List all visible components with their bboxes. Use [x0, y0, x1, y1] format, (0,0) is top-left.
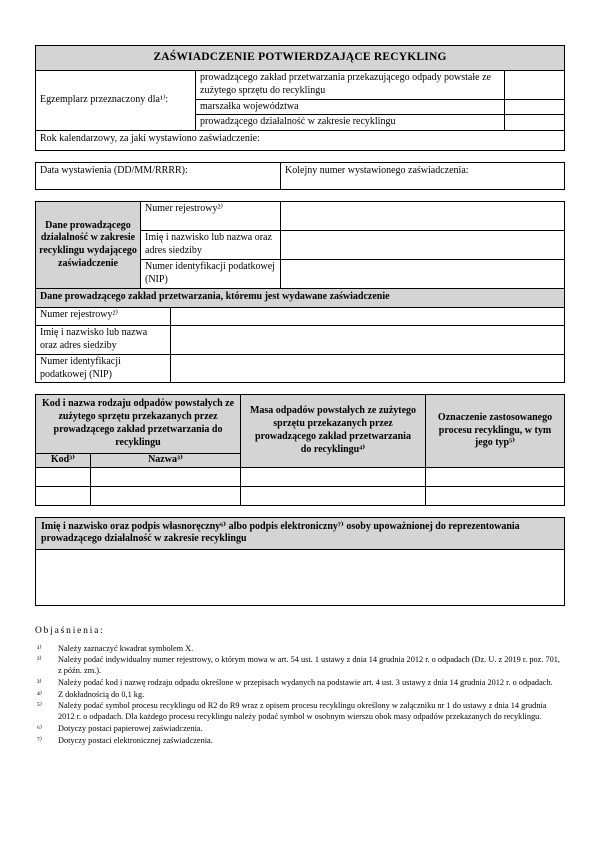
- certificate-header-block: [35, 45, 565, 151]
- footnote-text: Należy podać symbol procesu recyklingu od R2 do R9 wraz z opisem procesu recyklingu określony w załączniku nr 1 do ustawy z dnia 14 grudnia 2012 r. o odpadach. Dla każdego procesu recyklingu należy podać symbol w osobnym wierszu obok masy odpadów przekazanych do recyklingu.: [58, 701, 547, 722]
- certificate-number-label: Kolejny numer wystawionego zaświadczenia:: [285, 165, 469, 177]
- copy-for-label: Egzemplarz przeznaczony dla¹⁾:: [36, 71, 196, 131]
- plant-nip-row: [36, 355, 565, 384]
- waste-name-cell[interactable]: [91, 487, 241, 506]
- issuer-nip-value[interactable]: [281, 260, 565, 289]
- footnotes: [35, 625, 565, 746]
- footnote-marker: ⁶⁾: [37, 723, 42, 733]
- footnote-marker: ¹⁾: [37, 643, 42, 653]
- plant-registry-number-label: Numer rejestrowy²⁾: [36, 308, 171, 326]
- waste-process-header: Oznaczenie zastosowanego procesu recyklingu, w tym jego typ⁵⁾: [426, 395, 565, 467]
- plant-nip-label: Numer identyfikacji podatkowej (NIP): [36, 355, 171, 384]
- waste-process-cell[interactable]: [426, 468, 565, 487]
- copy-option-checkbox-recycler[interactable]: [505, 115, 565, 131]
- issue-info-block: [35, 162, 565, 190]
- copy-option-checkbox-marshal[interactable]: [505, 100, 565, 116]
- footnote-5: [35, 701, 565, 723]
- certificate-number-field[interactable]: [281, 163, 565, 190]
- issuer-name-address-value[interactable]: [281, 231, 565, 260]
- copy-for-section: [36, 71, 565, 131]
- waste-name-subheader: Nazwa³⁾: [91, 454, 241, 468]
- footnote-text: Z dokładnością do 0,1 kg.: [58, 689, 145, 699]
- issuer-section: [36, 202, 565, 289]
- footnote-marker: ⁴⁾: [37, 689, 42, 699]
- plant-name-address-row: [36, 326, 565, 355]
- issuer-nip-label: Numer identyfikacji podatkowej (NIP): [141, 260, 281, 289]
- footnote-2: [35, 655, 565, 677]
- calendar-year-label: Rok kalendarzowy, za jaki wystawiono zaświadczenie:: [40, 133, 260, 145]
- issuer-name-address-row: [141, 231, 565, 260]
- waste-code-name-header: Kod i nazwa rodzaju odpadów powstałych ze zużytego sprzętu przekazanych przez prowadzącego zakład przetwarzania do recyklingu: [36, 395, 241, 453]
- calendar-year-field[interactable]: [36, 131, 565, 151]
- footnote-text: Należy zaznaczyć kwadrat symbolem X.: [58, 643, 194, 653]
- footnote-marker: ³⁾: [37, 677, 42, 687]
- issuer-section-header: Dane prowadzącego działalność w zakresie recyklingu wydającego zaświadczenie: [36, 202, 141, 289]
- footnote-text: Dotyczy postaci papierowej zaświadczenia.: [58, 723, 203, 733]
- footnote-1: [35, 644, 565, 655]
- issuer-registry-number-row: [141, 202, 565, 231]
- waste-name-cell[interactable]: [91, 468, 241, 487]
- issuer-registry-number-label: Numer rejestrowy²⁾: [141, 202, 281, 231]
- footnote-marker: ⁷⁾: [37, 735, 42, 745]
- issuer-fields: [141, 202, 565, 289]
- footnote-marker: ²⁾: [37, 655, 42, 665]
- parties-data-block: [35, 201, 565, 383]
- copy-option-row-marshal: [196, 100, 565, 116]
- waste-mass-header: Masa odpadów powstałych ze zużytego sprzętu przekazanych przez prowadzącego zakład przetwarzania do recyklingu⁴⁾: [241, 395, 426, 467]
- footnote-text: Należy podać kod i nazwę rodzaju odpadu określone w przepisach wydanych na podstawie art. 4 ust. 3 ustawy z dnia 14 grudnia 2012 r. o odpadach.: [58, 677, 553, 687]
- copy-option-row-treatment-plant: [196, 71, 565, 100]
- footnote-text: Należy podać indywidualny numer rejestrowy, o którym mowa w art. 54 ust. 1 ustawy z dnia 14 grudnia 2012 r. o odpadach (Dz. U. z 2019 r. poz. 701, z późn. zm.).: [58, 655, 561, 676]
- signature-header: Imię i nazwisko oraz podpis własnoręczny⁶⁾ albo podpis elektroniczny⁷⁾ osoby upoważnionej do reprezentowania prowadzącego działalność w zakresie recyklingu: [36, 518, 565, 551]
- footnote-marker: ⁵⁾: [37, 701, 42, 711]
- plant-name-address-label: Imię i nazwisko lub nazwa oraz adres siedziby: [36, 326, 171, 355]
- plant-section-header: Dane prowadzącego zakład przetwarzania, któremu jest wydawane zaświadczenie: [36, 289, 565, 308]
- issuer-nip-row: [141, 260, 565, 289]
- footnote-3: [35, 678, 565, 689]
- plant-name-address-value[interactable]: [171, 326, 565, 355]
- plant-registry-number-row: [36, 308, 565, 326]
- plant-nip-value[interactable]: [171, 355, 565, 384]
- copy-for-options: [196, 71, 565, 131]
- waste-table-row: [36, 468, 565, 487]
- copy-option-row-recycler: [196, 115, 565, 131]
- footnotes-heading: Objaśnienia:: [35, 626, 105, 637]
- waste-mass-cell[interactable]: [241, 468, 426, 487]
- signature-section: [35, 517, 565, 607]
- issue-date-label: Data wystawienia (DD/MM/RRRR):: [40, 165, 188, 177]
- waste-process-cell[interactable]: [426, 487, 565, 506]
- copy-option-checkbox-treatment-plant[interactable]: [505, 71, 565, 100]
- waste-code-cell[interactable]: [36, 468, 91, 487]
- footnote-4: [35, 690, 565, 701]
- footnote-7: [35, 736, 565, 747]
- copy-option-label-treatment-plant: prowadzącego zakład przetwarzania przekazującego odpady powstałe ze zużytego sprzętu do recyklingu: [196, 71, 505, 100]
- signature-area[interactable]: [36, 550, 565, 606]
- waste-code-cell[interactable]: [36, 487, 91, 506]
- waste-mass-cell[interactable]: [241, 487, 426, 506]
- copy-option-label-recycler: prowadzącego działalność w zakresie recyklingu: [196, 115, 505, 131]
- issuer-name-address-label: Imię i nazwisko lub nazwa oraz adres siedziby: [141, 231, 281, 260]
- form-title: ZAŚWIADCZENIE POTWIERDZAJĄCE RECYKLING: [36, 46, 565, 71]
- plant-registry-number-value[interactable]: [171, 308, 565, 326]
- waste-table: [35, 394, 565, 505]
- copy-option-label-marshal: marszałka województwa: [196, 100, 505, 116]
- issuer-registry-number-value[interactable]: [281, 202, 565, 231]
- waste-table-header: [36, 395, 565, 467]
- footnote-text: Dotyczy postaci elektronicznej zaświadczenia.: [58, 735, 213, 745]
- issue-date-field[interactable]: [36, 163, 281, 190]
- footnote-6: [35, 724, 565, 735]
- waste-code-subheader: Kod³⁾: [36, 454, 91, 468]
- waste-subheader-row: [36, 454, 241, 468]
- waste-code-name-column-group: [36, 395, 241, 467]
- waste-table-row: [36, 487, 565, 506]
